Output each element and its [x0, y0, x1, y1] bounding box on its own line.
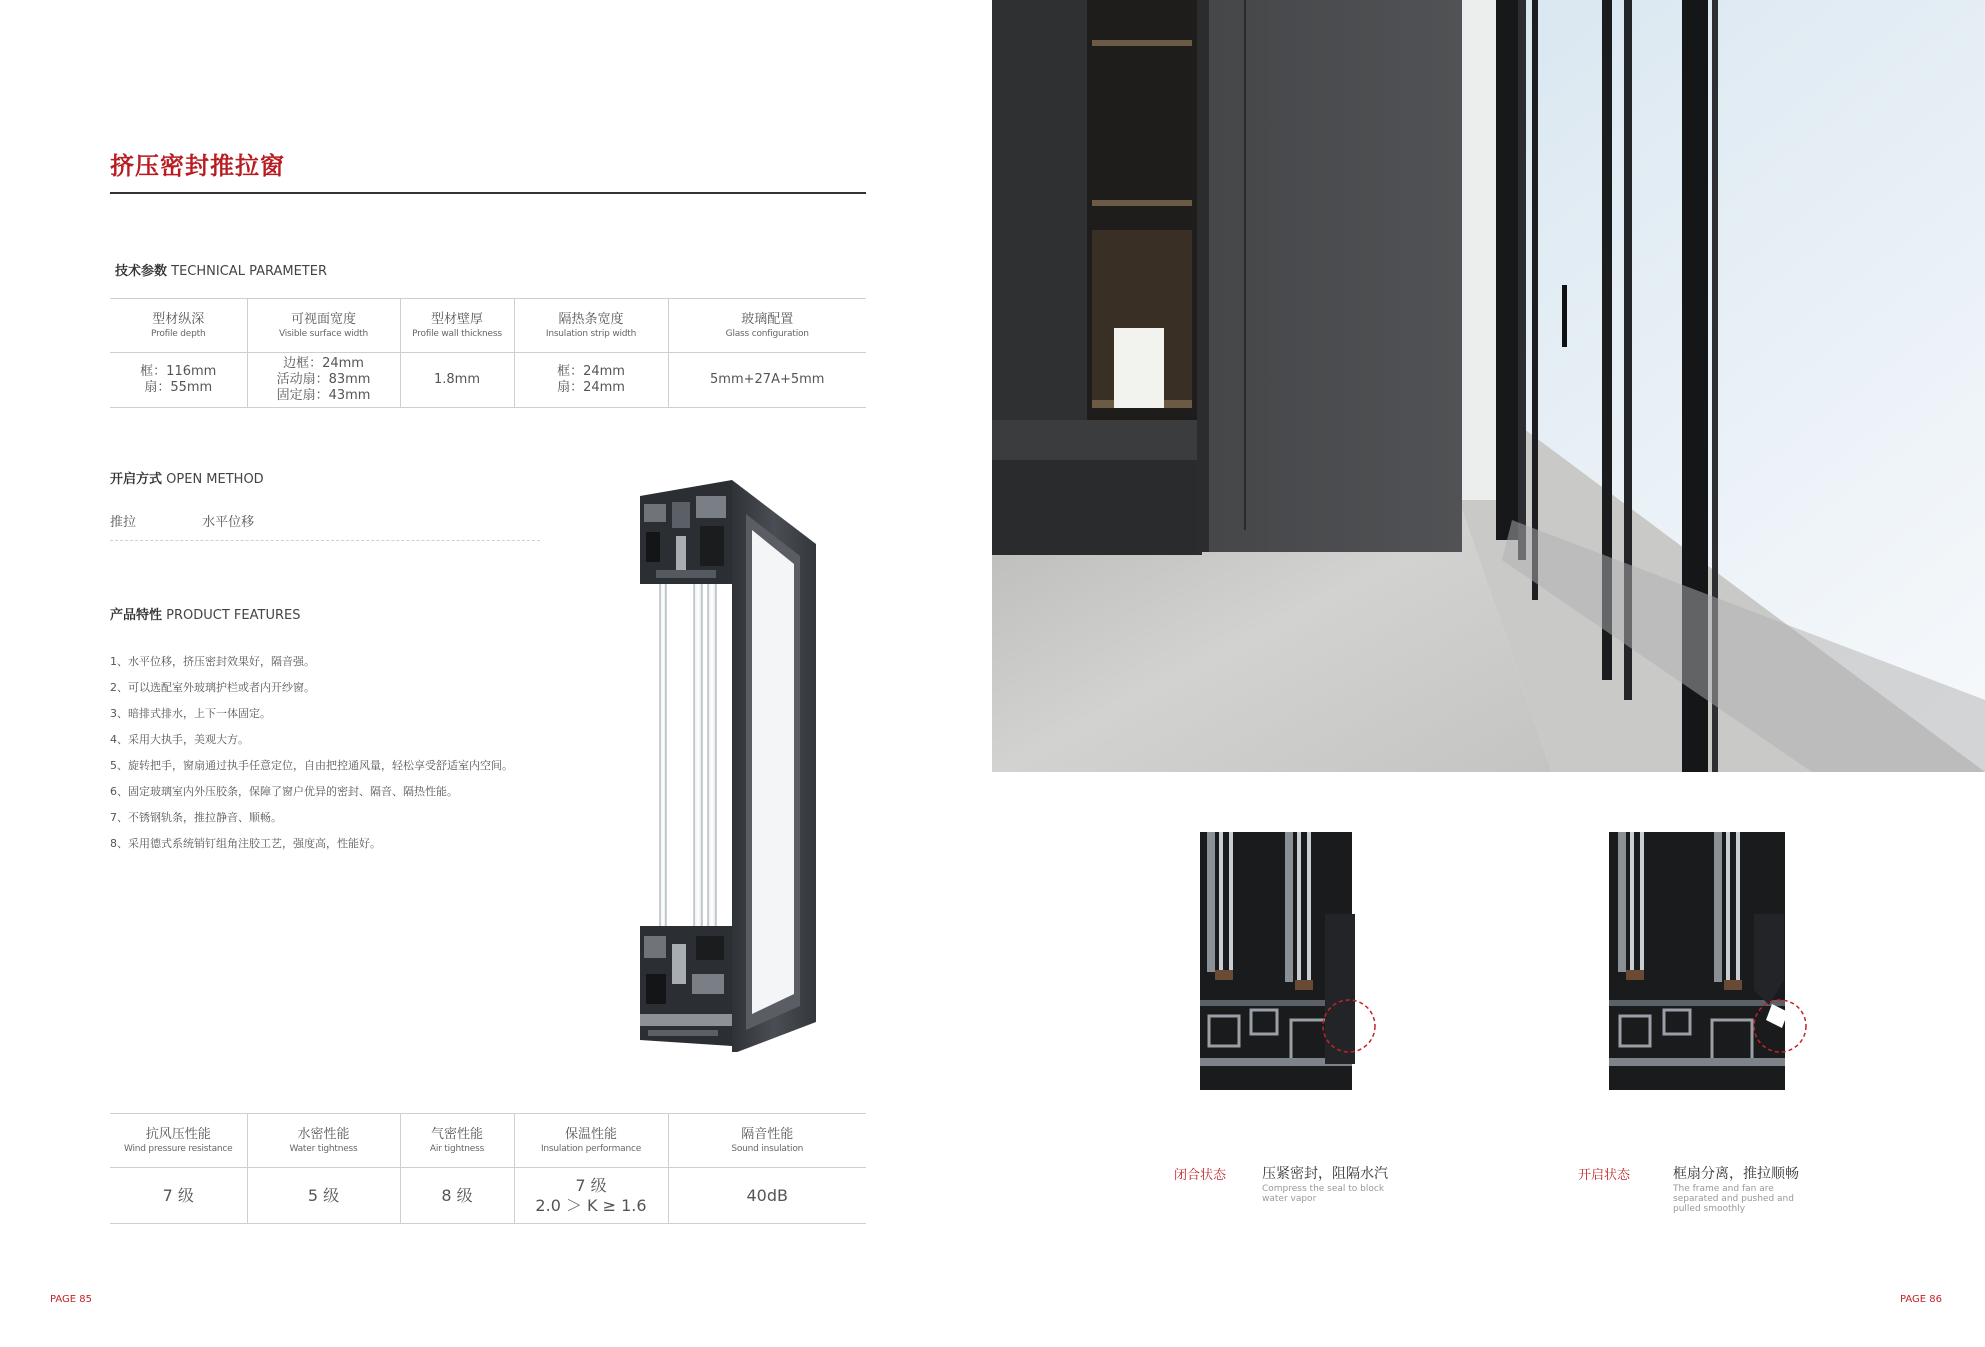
- performance-header-cell: 保温性能 Insulation performance: [514, 1114, 668, 1168]
- performance-value-cell: 40dB: [668, 1168, 866, 1224]
- window-profile-illustration: [636, 474, 832, 1052]
- feature-item: 8、采用德式系统销钉组角注胶工艺，强度高，性能好。: [110, 837, 381, 850]
- performance-header-row: [110, 1114, 866, 1168]
- open-state-en: [1673, 1184, 1794, 1214]
- feature-item: 4、采用大执手，美观大方。: [110, 733, 249, 746]
- tech-header-cell: 隔热条宽度 Insulation strip width: [514, 299, 668, 353]
- feature-item: 2、可以选配室外玻璃护栏或者内开纱窗。: [110, 681, 315, 694]
- open-method-heading: [110, 468, 264, 487]
- closed-state-section-diagram: [1195, 830, 1385, 1092]
- feature-item: 3、暗排式排水，上下一体固定。: [110, 707, 271, 720]
- closed-state-label: 闭合状态: [1174, 1168, 1227, 1183]
- features-heading-en: PRODUCT FEATURES: [166, 608, 301, 623]
- tech-heading: [115, 260, 327, 279]
- open-method-detail: 水平位移: [202, 515, 255, 530]
- open-method-type: 推拉: [110, 515, 137, 530]
- performance-value-row: [110, 1168, 866, 1224]
- tech-header-cell: 型材壁厚 Profile wall thickness: [400, 299, 514, 353]
- performance-value-cell: 7 级: [110, 1168, 247, 1224]
- features-heading: [110, 604, 300, 623]
- tech-header-cell: 型材纵深 Profile depth: [110, 299, 247, 353]
- open-method-row: [110, 511, 254, 530]
- open-method-divider: [110, 540, 540, 541]
- performance-header-cell: 水密性能 Water tightness: [247, 1114, 400, 1168]
- closed-state-en: [1262, 1184, 1384, 1204]
- tech-header-cell: 玻璃配置 Glass configuration: [668, 299, 866, 353]
- open-state-label: 开启状态: [1578, 1168, 1631, 1183]
- tech-value-cell: 边框：24mm 活动扇：83mm 固定扇：43mm: [247, 353, 400, 408]
- tech-value-cell: 1.8mm: [400, 353, 514, 408]
- open-state-en-line: pulled smoothly: [1673, 1204, 1746, 1214]
- performance-value-cell: 8 级: [400, 1168, 514, 1224]
- performance-header-cell: 隔音性能 Sound insulation: [668, 1114, 866, 1168]
- tech-table: [110, 298, 866, 408]
- page-number-left: PAGE 85: [50, 1294, 93, 1305]
- closed-state-en-line: Compress the seal to block: [1262, 1184, 1385, 1194]
- title-divider: [110, 192, 866, 194]
- features-heading-cn: 产品特性: [110, 608, 163, 623]
- closed-state-title: 压紧密封，阻隔水汽: [1262, 1166, 1388, 1182]
- feature-item: 5、旋转把手，窗扇通过执手任意定位，自由把控通风量，轻松享受舒适室内空间。: [110, 759, 513, 772]
- open-state-en-line: separated and pushed and: [1673, 1194, 1794, 1204]
- feature-list: [110, 649, 513, 857]
- open-method-heading-cn: 开启方式: [110, 472, 163, 487]
- interior-window-photo: [992, 0, 1985, 772]
- feature-item: 1、水平位移，挤压密封效果好，隔音强。: [110, 655, 315, 668]
- performance-table: [110, 1113, 866, 1224]
- feature-item: 6、固定玻璃室内外压胶条，保障了窗户优异的密封、隔音、隔热性能。: [110, 785, 458, 798]
- tech-value-cell: 框：24mm 扇：24mm: [514, 353, 668, 408]
- tech-value-cell: 框：116mm 扇：55mm: [110, 353, 247, 408]
- performance-header-cell: 气密性能 Air tightness: [400, 1114, 514, 1168]
- tech-value-row: [110, 353, 866, 408]
- page-number-right: PAGE 86: [1900, 1294, 1943, 1305]
- tech-header-cell: 可视面宽度 Visible surface width: [247, 299, 400, 353]
- tech-header-row: [110, 299, 866, 353]
- interior-scene-graphic: [992, 0, 1985, 772]
- tech-heading-en: TECHNICAL PARAMETER: [171, 264, 327, 279]
- performance-value-cell: 7 级 2.0 ＞ K ≥ 1.6: [514, 1168, 668, 1224]
- open-state-en-line: The frame and fan are: [1673, 1184, 1774, 1194]
- feature-item: 7、不锈钢轨条，推拉静音、顺畅。: [110, 811, 282, 824]
- open-method-heading-en: OPEN METHOD: [166, 472, 264, 487]
- open-state-section-diagram: [1604, 830, 1824, 1092]
- open-state-title: 框扇分离，推拉顺畅: [1673, 1166, 1799, 1182]
- page-title: 挤压密封推拉窗: [110, 152, 285, 180]
- tech-value-cell: 5mm+27A+5mm: [668, 353, 866, 408]
- performance-value-cell: 5 级: [247, 1168, 400, 1224]
- performance-header-cell: 抗风压性能 Wind pressure resistance: [110, 1114, 247, 1168]
- closed-state-en-line: water vapor: [1262, 1194, 1317, 1204]
- tech-heading-cn: 技术参数: [115, 264, 168, 279]
